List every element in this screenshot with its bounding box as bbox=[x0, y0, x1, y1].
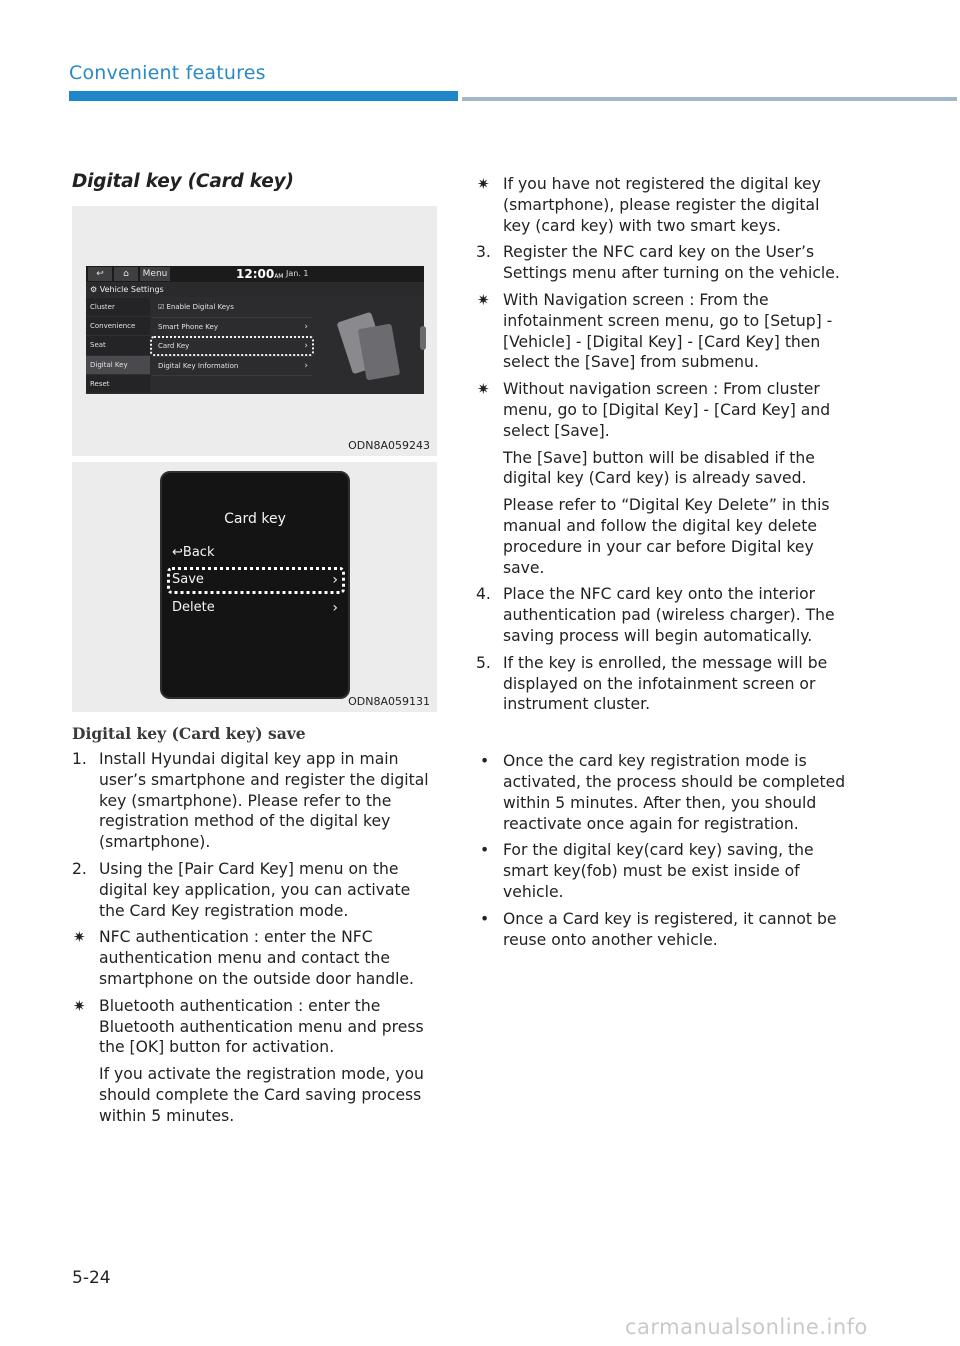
clock-suffix: AM bbox=[274, 273, 284, 280]
header-rule-thin bbox=[462, 97, 957, 101]
bullet-text: For the digital key(card key) saving, the smart key(fob) must be exist inside of vehicle. bbox=[503, 841, 814, 901]
note-text: With Navigation screen : From the infotainment screen menu, go to [Setup] - [Vehicle] - [Digital Key] - [Card Key] then select the [Save] from submenu. bbox=[503, 290, 833, 372]
list-item-label: Enable Digital Keys bbox=[166, 303, 234, 311]
cluster-back bbox=[172, 545, 340, 560]
sidebar-item-convenience: Convenience bbox=[86, 317, 150, 336]
note-item bbox=[72, 927, 438, 989]
chevron-right-icon: › bbox=[304, 360, 308, 371]
note-text: If you have not registered the digital key (smartphone), please register the digital key (card key) with two smart keys. bbox=[503, 175, 821, 235]
home-icon: ⌂ bbox=[114, 267, 138, 281]
note-item bbox=[476, 174, 846, 236]
bullet-text: Once the card key registration mode is activated, the process should be completed within 5 minutes. After then, you should reactivate once again for registration. bbox=[503, 752, 846, 833]
note-paragraph: Please refer to “Digital Key Delete” in this manual and follow the digital key delete procedure in your car before Digital key save. bbox=[503, 496, 830, 577]
step-item bbox=[72, 749, 438, 853]
header-rule bbox=[69, 91, 458, 101]
step-text: Register the NFC card key on the User’s Settings menu after turning on the vehicle. bbox=[503, 243, 840, 283]
watermark: carmanualsonline.info bbox=[625, 1315, 868, 1339]
screen-top-bar bbox=[86, 266, 424, 282]
list-item-label: Smart Phone Key bbox=[158, 322, 218, 331]
card-key-highlight bbox=[150, 336, 314, 356]
note-marker: ✷ bbox=[477, 290, 490, 309]
list-item-smart-phone-key bbox=[152, 318, 312, 338]
step-marker: 2. bbox=[72, 859, 87, 878]
subsection-title: Digital key (Card key) save bbox=[72, 724, 306, 743]
step-marker: 3. bbox=[476, 243, 491, 262]
note-item bbox=[476, 379, 846, 441]
list-item-label: Digital Key Information bbox=[158, 361, 239, 370]
bullet-item bbox=[476, 751, 846, 834]
bullet-item bbox=[476, 909, 846, 951]
step-item bbox=[476, 653, 846, 715]
right-column bbox=[476, 174, 846, 956]
note-paragraph: If you activate the registration mode, you should complete the Card saving process within 5 minutes. bbox=[99, 1065, 424, 1125]
screen-title bbox=[90, 283, 424, 297]
screen-title-text: Vehicle Settings bbox=[99, 285, 164, 294]
bullet-item bbox=[476, 840, 846, 902]
cluster-title: Card key bbox=[224, 511, 286, 527]
back-icon: ↩ bbox=[88, 267, 112, 281]
header-title: Convenient features bbox=[69, 62, 266, 84]
cluster-delete-label: Delete bbox=[172, 600, 215, 615]
step-text: If the key is enrolled, the message will be displayed on the infotainment screen or instrument cluster. bbox=[503, 653, 828, 714]
chevron-right-icon: › bbox=[304, 321, 308, 332]
spacer bbox=[476, 721, 846, 751]
gear-icon: ⚙ bbox=[90, 285, 100, 294]
chevron-right-icon: › bbox=[332, 572, 338, 588]
section-title: Digital key (Card key) bbox=[72, 171, 294, 192]
sidebar-item-reset: Reset bbox=[86, 375, 150, 394]
note-paragraph: The [Save] button will be disabled if the digital key (Card key) is already saved. bbox=[503, 448, 815, 488]
figure-code: ODN8A059243 bbox=[348, 439, 430, 452]
cluster-delete bbox=[172, 600, 340, 615]
figure-code: ODN8A059131 bbox=[348, 695, 430, 708]
bullet-icon: • bbox=[480, 909, 490, 928]
bullet-text: Once a Card key is registered, it cannot be reuse onto another vehicle. bbox=[503, 909, 837, 949]
note-text: Without navigation screen : From cluster menu, go to [Digital Key] - [Card Key] and select [Save]. bbox=[503, 380, 831, 440]
date: Jan. 1 bbox=[286, 269, 309, 278]
step-marker: 1. bbox=[72, 750, 87, 768]
step-text: Using the [Pair Card Key] menu on the digital key application, you can activate the Card Key registration mode. bbox=[99, 859, 411, 920]
cluster-back-label: Back bbox=[182, 545, 215, 560]
sidebar-item-seat: Seat bbox=[86, 336, 150, 355]
step-item bbox=[476, 584, 846, 646]
note-item bbox=[476, 290, 846, 373]
chevron-right-icon: › bbox=[304, 341, 308, 351]
note-text: Bluetooth authentication : enter the Bluetooth authentication menu and press the [OK] button for activation. bbox=[99, 996, 424, 1057]
note-marker: ✷ bbox=[477, 380, 490, 399]
infotainment-figure bbox=[72, 206, 437, 456]
note-text: NFC authentication : enter the NFC authentication menu and contact the smartphone on the outside door handle. bbox=[99, 928, 414, 988]
step-item bbox=[72, 859, 438, 921]
chevron-right-icon: › bbox=[332, 600, 338, 616]
cluster-figure bbox=[72, 462, 437, 712]
back-icon: ↩ bbox=[172, 545, 183, 560]
cluster-screen bbox=[160, 471, 350, 699]
bullet-icon: • bbox=[480, 752, 490, 771]
step-text: Install Hyundai digital key app in main user’s smartphone and register the digital key (smartphone). Please refer to the registration method of the digital key (smartphone). bbox=[99, 750, 429, 852]
note-marker: ✷ bbox=[73, 996, 86, 1015]
checkbox-icon: ☑ bbox=[158, 303, 167, 311]
step-item bbox=[476, 242, 846, 284]
menu-button: Menu bbox=[140, 267, 170, 281]
clock-time: 12:00 bbox=[236, 267, 275, 281]
step-marker: 5. bbox=[476, 653, 491, 672]
infotainment-screen bbox=[86, 266, 424, 394]
page-number: 5-24 bbox=[72, 1268, 111, 1288]
step-marker: 4. bbox=[476, 585, 491, 604]
note-marker: ✷ bbox=[73, 928, 86, 947]
note-marker: ✷ bbox=[477, 175, 490, 193]
sidebar-item-digital-key: Digital Key bbox=[86, 356, 150, 375]
sidebar-item-cluster: Cluster bbox=[86, 298, 150, 317]
cluster-save-label: Save bbox=[172, 572, 204, 587]
list-item-label: Card Key bbox=[158, 342, 190, 350]
note-item bbox=[72, 996, 438, 1058]
bullet-icon: • bbox=[480, 841, 490, 860]
list-item-enable bbox=[152, 298, 312, 318]
cluster-save bbox=[172, 572, 340, 587]
list-item-key-info bbox=[152, 357, 312, 377]
screen-tab-handle bbox=[420, 326, 426, 350]
step-text: Place the NFC card key onto the interior authentication pad (wireless charger). The saving process will begin automatically. bbox=[503, 585, 835, 645]
left-column bbox=[72, 171, 438, 1133]
settings-sidebar bbox=[86, 298, 150, 394]
card-key-icon bbox=[358, 323, 401, 380]
